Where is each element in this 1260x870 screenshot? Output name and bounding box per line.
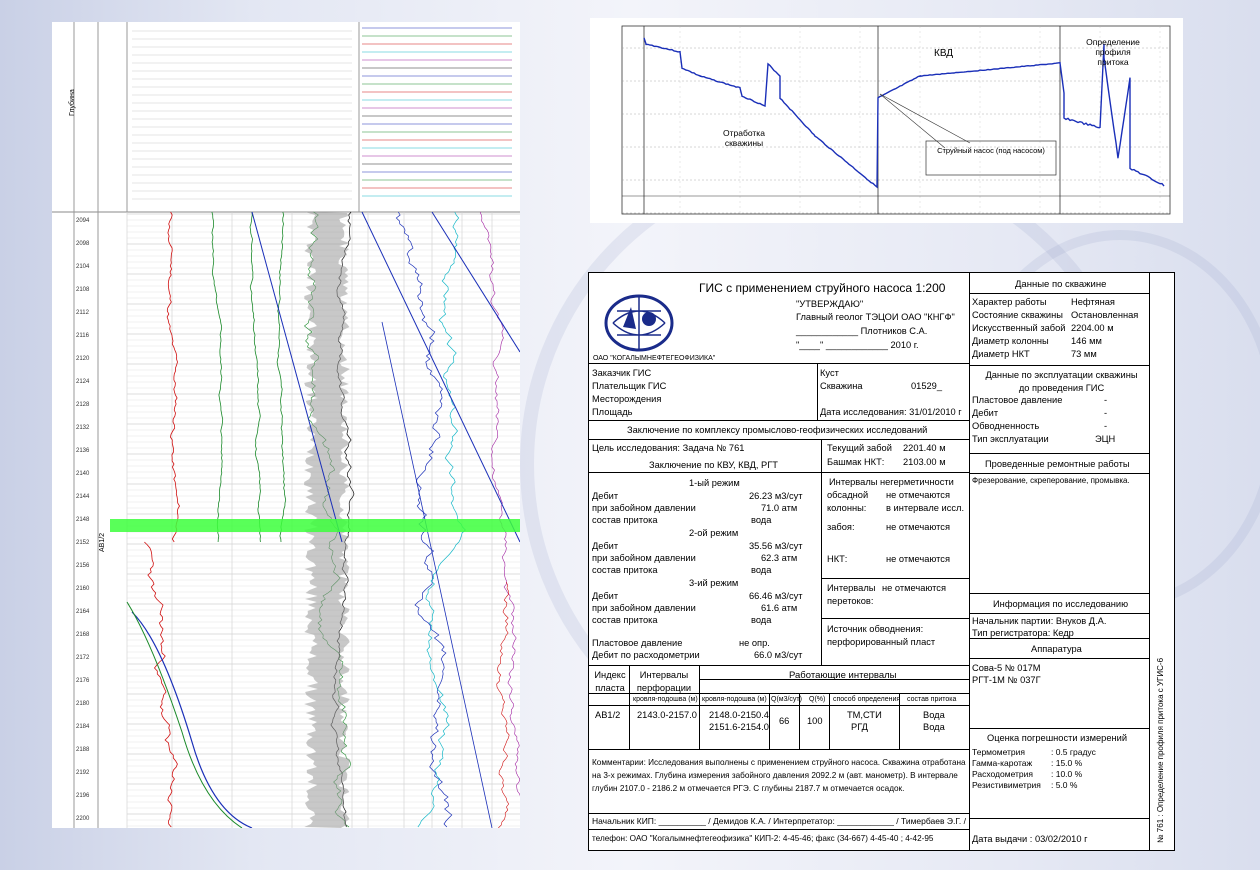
nkt-label: НКТ: [827, 554, 848, 564]
table-header-work: Работающие интервалы [789, 670, 897, 681]
ex-2-value: - [1104, 421, 1108, 431]
mode3-title: 3-ий режим [689, 578, 739, 588]
overflow-label: Интервалы перетоков: [827, 583, 876, 606]
mode2-press-label: при забойном давлении [592, 553, 696, 563]
depth-tick: 2094 [76, 218, 90, 224]
depth-tick: 2140 [76, 471, 90, 477]
field-label: Месторождения [592, 394, 662, 404]
mode3-debit: 66.46 м3/сут [749, 591, 803, 601]
comment-line-3: глубин 2107.0 - 2186.2 м отмечается РГЭ. С глубины 2187.7 м отмечается осадок. [592, 784, 905, 793]
wd-4-value: 73 мм [1071, 349, 1097, 359]
current-bottom-label: Текущий забой [827, 443, 892, 453]
repair-text: Фрезерование, скреперование, промывка. [972, 476, 1130, 485]
wd-4-label: Диаметр НКТ [972, 349, 1030, 359]
current-bottom-value: 2201.40 м [903, 443, 946, 453]
mode2-press: 62.3 атм [761, 553, 798, 563]
table-row-q: 66 [779, 716, 790, 726]
depth-tick: 2172 [76, 655, 90, 661]
flow-debit-value: 66.0 м3/сут [754, 650, 803, 660]
cluster-label: Куст [820, 368, 839, 378]
apparatus-header: Аппаратура [1031, 644, 1082, 654]
mode2-title: 2-ой режим [689, 528, 739, 538]
signatures: Начальник КИП: __________ / Демидов К.А. / Интерпретатор: ____________ / Тимербаев Э.Г. / [592, 816, 967, 826]
approve-date: "____" ____________ 2010 г. [796, 340, 919, 350]
reservoir-pressure-value: не опр. [739, 638, 770, 648]
table-row-comp2: Вода [923, 722, 945, 732]
depth-tick: 2124 [76, 379, 90, 385]
casing-value-2: в интервале иссл. [886, 503, 965, 513]
depth-tick: 2192 [76, 770, 90, 776]
mode1-debit: 26.23 м3/сут [749, 491, 803, 501]
mode1-press: 71.0 атм [761, 503, 798, 513]
depth-tick: 2108 [76, 287, 90, 293]
err-2-label: Расходометрия [972, 769, 1034, 779]
depth-tick: 2116 [76, 333, 89, 339]
chart-label-packer: Струйный насос (под насосом) [937, 146, 1045, 155]
table-row-index: АВ1/2 [595, 710, 621, 720]
ex-0-value: - [1104, 395, 1108, 405]
mode2-inflow: вода [751, 565, 772, 575]
well-data-header: Данные по скважине [1015, 279, 1107, 290]
depth-tick: 2112 [76, 310, 89, 316]
wd-2-value: 2204.00 м [1071, 323, 1114, 333]
repair-header: Проведенные ремонтные работы [985, 459, 1130, 469]
wd-1-value: Остановленная [1071, 310, 1139, 320]
water-source: Источник обводнения: перфорированный пласт [827, 624, 936, 647]
task-label: Цель исследования: Задача № 761 [592, 443, 745, 453]
mode3-inflow: вода [751, 615, 772, 625]
depth-tick: 2128 [76, 402, 90, 408]
mode2-debit: 35.56 м3/сут [749, 541, 803, 551]
well-log-plot [52, 22, 520, 828]
recorder-type: Тип регистратора: Кедр [972, 628, 1074, 638]
table-sub-4: способ определения [833, 696, 901, 703]
err-3-value: : 5.0 % [1051, 780, 1078, 790]
mode1-press-label: при забойном давлении [592, 503, 696, 513]
err-3-label: Резистивиметрия [972, 780, 1041, 790]
overflow-value: не отмечаются [882, 583, 946, 593]
wd-1-label: Состояние скважины [972, 310, 1063, 320]
well-label: Скважина [820, 381, 863, 391]
chief-geologist: Главный геолог ТЭЦОИ ОАО "КНГФ" [796, 312, 955, 322]
wd-3-label: Диаметр колонны [972, 336, 1049, 346]
table-sub-0: кровля-подошва (м) [633, 696, 698, 703]
depth-tick: 2168 [76, 632, 90, 638]
table-sub-3: Q(%) [809, 696, 826, 703]
comment-line-2: на 3-х режимах. Глубина измерения забойного давления 2092.2 м (авт. манометр). В интервале [592, 771, 958, 780]
wd-0-label: Характер работы [972, 297, 1047, 307]
wd-2-label: Искусственный забой [972, 323, 1066, 333]
party-chief: Начальник партии: Внуков Д.А. [972, 616, 1107, 626]
ex-3-value: ЭЦН [1095, 434, 1116, 444]
err-1-label: Гамма-каротаж [972, 758, 1033, 768]
nkt-value: не отмечаются [886, 554, 950, 564]
depth-tick: 2184 [76, 724, 90, 730]
ex-1-label: Дебит [972, 408, 999, 418]
chief-name: ____________ Плотников С.А. [796, 326, 928, 336]
table-sub-1: кровля-подошва (м) [702, 696, 767, 703]
table-row-perf: 2143.0-2157.0 [637, 710, 697, 720]
ex-1-value: - [1104, 408, 1108, 418]
approve-stamp: "УТВЕРЖДАЮ" [796, 299, 864, 309]
depth-tick: 2176 [76, 678, 90, 684]
depth-tick: 2160 [76, 586, 90, 592]
table-row-method1: ТМ,СТИ [847, 710, 882, 720]
survey-conclusion-form [588, 272, 1175, 851]
mode1-debit-label: Дебит [592, 491, 619, 501]
mode1-inflow: вода [751, 515, 772, 525]
kvu-header: Заключение по КВУ, КВД, РГТ [649, 460, 778, 470]
depth-tick: 2136 [76, 448, 90, 454]
error-header: Оценка погрешности измерений [987, 733, 1128, 743]
phone-line: телефон: ОАО "Когалымнефтегеофизика" КИП-2: 4-45-46; факс (34-667) 4-45-40 ; 4-42-95 [592, 834, 934, 843]
mode1-title: 1-ый режим [689, 478, 740, 488]
table-row-work2: 2151.6-2154.0 [709, 722, 769, 732]
log-interval-label: АВ1/2 [99, 532, 106, 552]
bottom-label: забоя: [827, 522, 855, 532]
depth-tick: 2152 [76, 540, 90, 546]
wd-0-value: Нефтяная [1071, 297, 1115, 307]
casing-value: не отмечаются [886, 490, 950, 500]
survey-date: Дата исследования: 31/01/2010 г [820, 407, 962, 417]
depth-tick: 2180 [76, 701, 90, 707]
table-row-work1: 2148.0-2150.4 [709, 710, 769, 720]
issue-date: Дата выдачи : 03/02/2010 г [972, 834, 1088, 844]
customer-label: Заказчик ГИС [592, 368, 652, 378]
mode2-inflow-label: состав притока [592, 565, 658, 575]
depth-tick: 2200 [76, 816, 90, 822]
conclusion-header: Заключение по комплексу промыслово-геофизических исследований [627, 425, 928, 435]
chart-label-kvd: КВД [934, 48, 954, 59]
mode3-press: 61.6 атм [761, 603, 798, 613]
well-number: 01529_ [911, 381, 943, 391]
company-name: ОАО "КОГАЛЫМНЕФТЕГЕОФИЗИКА" [593, 355, 716, 362]
err-0-label: Термометрия [972, 747, 1026, 757]
depth-tick: 2104 [76, 264, 90, 270]
reservoir-pressure-label: Пластовое давление [592, 638, 683, 648]
apparatus-1: Сова-5 № 017М [972, 663, 1041, 673]
mode3-debit-label: Дебит [592, 591, 619, 601]
table-row-method2: РГД [851, 722, 868, 732]
svg-text:Глубина: Глубина [69, 89, 76, 116]
table-sub-2: Q(м3/сут) [771, 696, 802, 703]
mode2-debit-label: Дебит [592, 541, 619, 551]
side-caption: № 761 : Определение профиля притока с УГИС-6 [1156, 657, 1165, 843]
depth-tick: 2132 [76, 425, 90, 431]
area-label: Площадь [592, 407, 633, 417]
mode3-inflow-label: состав притока [592, 615, 658, 625]
table-row-comp1: Вода [923, 710, 945, 720]
ex-0-label: Пластовое давление [972, 395, 1063, 405]
shoe-value: 2103.00 м [903, 457, 946, 467]
ex-2-label: Обводненность [972, 421, 1040, 431]
casing-label: обсадной колонны: [827, 490, 869, 513]
table-header-perf: Интервалы перфорации [636, 670, 692, 693]
depth-tick: 2098 [76, 241, 90, 247]
depth-tick: 2120 [76, 356, 90, 362]
payer-label: Плательщик ГИС [592, 381, 667, 391]
leak-header: Интервалы негерметичности [829, 477, 954, 487]
shoe-label: Башмак НКТ: [827, 457, 885, 467]
well-log-panel [52, 22, 520, 828]
err-0-value: : 0.5 градус [1051, 747, 1096, 757]
depth-tick: 2144 [76, 494, 90, 500]
wd-3-value: 146 мм [1071, 336, 1102, 346]
apparatus-2: РГТ-1М № 037Г [972, 675, 1041, 685]
mode3-press-label: при забойном давлении [592, 603, 696, 613]
mode1-inflow-label: состав притока [592, 515, 658, 525]
pressure-chart-panel [590, 18, 1183, 223]
ex-3-label: Тип эксплуатации [972, 434, 1049, 444]
err-2-value: : 10.0 % [1051, 769, 1083, 779]
depth-tick: 2196 [76, 793, 90, 799]
table-row-pct: 100 [807, 716, 823, 726]
flow-debit-label: Дебит по расходометрии [592, 650, 700, 660]
depth-tick: 2156 [76, 563, 90, 569]
table-header-index: Индекс пласта [594, 670, 626, 693]
table-sub-5: состав притока [907, 696, 957, 703]
exploit-header: Данные по эксплуатации скважины до проведения ГИС [985, 370, 1138, 393]
chart-label-profile: Определение профиля притока [1086, 37, 1140, 67]
highlight-band [110, 519, 520, 532]
err-1-value: : 15.0 % [1051, 758, 1083, 768]
company-logo [603, 293, 675, 353]
depth-tick: 2148 [76, 517, 90, 523]
info-header: Информация по исследованию [993, 599, 1129, 609]
comment-line-1: Комментарии: Исследования выполнены с применением струйного насоса. Скважина отработана [592, 758, 966, 767]
form-title: ГИС с применением струйного насоса 1:200 [699, 281, 946, 295]
depth-tick: 2188 [76, 747, 90, 753]
depth-tick: 2164 [76, 609, 90, 615]
bottom-value: не отмечаются [886, 522, 950, 532]
chart-label-shutoff: Отработка скважины [723, 128, 765, 148]
